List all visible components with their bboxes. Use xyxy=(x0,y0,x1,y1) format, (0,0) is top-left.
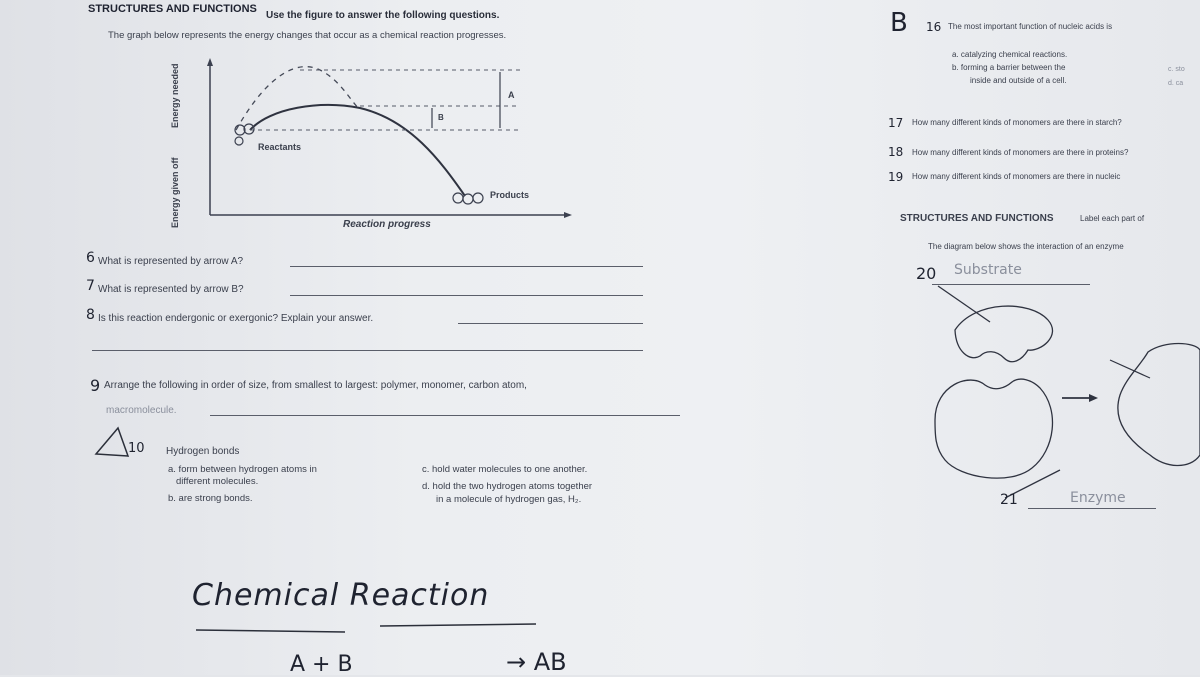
q10-text: Hydrogen bonds xyxy=(166,446,240,457)
handwritten-title: Chemical Reaction xyxy=(192,578,490,613)
q17-text: How many different kinds of monomers are there in starch? xyxy=(912,118,1122,127)
intro-text: The graph below represents the energy changes that occur as a chemical reaction progresses. xyxy=(108,30,507,41)
q21-number: 21 xyxy=(1000,492,1018,508)
header-instruction: Use the figure to answer the following questions. xyxy=(266,10,500,21)
q10-option-d-cont: in a molecule of hydrogen gas, H₂. xyxy=(436,494,582,505)
q18-text: How many different kinds of monomers are there in proteins? xyxy=(912,148,1129,157)
handwritten-equation-left: A + B xyxy=(290,652,353,677)
q16-option-b-cont: inside and outside of a cell. xyxy=(970,76,1067,85)
q19-text: How many different kinds of monomers are there in nucleic xyxy=(912,172,1121,181)
q9-text-continued: macromolecule. xyxy=(106,405,177,416)
q9-text: Arrange the following in order of size, from smallest to largest: polymer, monomer, carbon atom, xyxy=(104,380,527,391)
q7-number: 7 xyxy=(86,278,95,294)
q16-option-c: c. sto xyxy=(1168,66,1185,73)
q20-number: 20 xyxy=(916,264,937,283)
reactants-label: Reactants xyxy=(258,142,302,152)
q16-option-b: b. forming a barrier between the xyxy=(952,63,1066,72)
q17-number: 17 xyxy=(888,116,904,130)
q10-option-a-cont: different molecules. xyxy=(176,476,259,487)
q10-option-b: b. are strong bonds. xyxy=(168,493,253,504)
right-intro: The diagram below shows the interaction of an enzyme xyxy=(928,242,1124,251)
q16-answer-mark: B xyxy=(890,8,908,38)
q18-number: 18 xyxy=(888,145,904,159)
right-header-title: STRUCTURES AND FUNCTIONS xyxy=(900,213,1054,224)
handwritten-equation-right: → AB xyxy=(506,648,567,676)
header-title: STRUCTURES AND FUNCTIONS xyxy=(88,3,257,15)
arrow-b-label: B xyxy=(438,113,444,122)
q6-number: 6 xyxy=(86,250,95,266)
x-axis-label: Reaction progress xyxy=(343,219,431,230)
q10-option-a: a. form between hydrogen atoms in xyxy=(168,464,317,475)
y-axis-label-given: Energy given off xyxy=(170,157,180,228)
q10-option-c: c. hold water molecules to one another. xyxy=(422,464,588,475)
q21-answer: Enzyme xyxy=(1070,490,1126,506)
q8-text: Is this reaction endergonic or exergonic? Explain your answer. xyxy=(98,313,374,324)
q9-number: 9 xyxy=(90,376,101,395)
q16-option-d: d. ca xyxy=(1168,80,1184,87)
q20-answer: Substrate xyxy=(954,262,1022,278)
y-axis-label-needed: Energy needed xyxy=(170,63,180,128)
q6-text: What is represented by arrow A? xyxy=(98,256,244,267)
q7-text: What is represented by arrow B? xyxy=(98,284,244,295)
q16-option-a: a. catalyzing chemical reactions. xyxy=(952,50,1068,59)
q10-number: 10 xyxy=(128,441,145,456)
products-label: Products xyxy=(490,190,530,200)
q16-number: 16 xyxy=(926,20,942,34)
q10-option-d: d. hold the two hydrogen atoms together xyxy=(422,481,593,492)
right-header-instruction: Label each part of xyxy=(1080,214,1145,223)
arrow-a-label: A xyxy=(508,90,515,100)
q8-number: 8 xyxy=(86,307,95,323)
q16-text: The most important function of nucleic acids is xyxy=(948,22,1113,31)
q19-number: 19 xyxy=(888,170,904,184)
q21-answer-line[interactable] xyxy=(1028,508,1156,509)
